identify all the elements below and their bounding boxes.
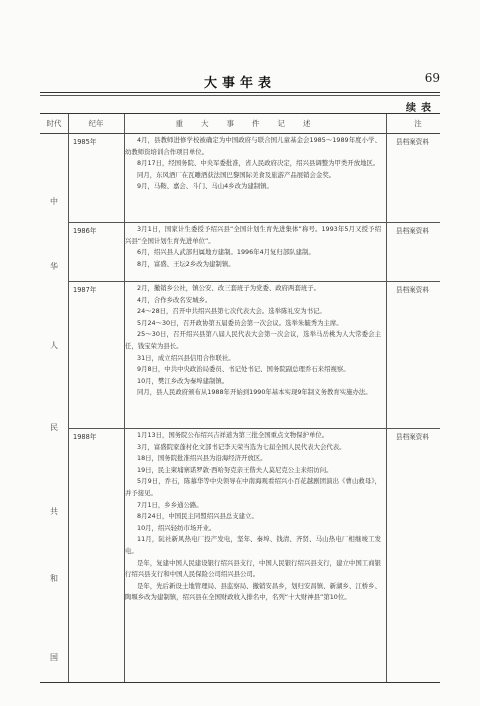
event-entry: 8月，富盛、王坛2乡改为建制镇。 xyxy=(137,259,235,268)
event-entry: 8月24日，中国民主同盟绍兴县总支建立。 xyxy=(137,512,258,521)
event-entry: 同月，东风酒厂在瓦雕酒获法国巴黎国际美食及旅游产品展销会金奖。 xyxy=(137,170,336,179)
note-cell: 县档案资料 xyxy=(396,433,429,441)
page-header xyxy=(40,70,440,92)
event-entry: 19日，民主柬埔寨诺罗敦·西哈努克亲王偕夫人莫尼克公主来绍访问。 xyxy=(137,465,333,474)
event-entry: 4月，县教师进修学校被确定为中国政府与联合国儿童基金会1985～1989年度小学、幼教师资培训合作项目单位。 xyxy=(125,136,381,156)
note-cell: 县档案资料 xyxy=(396,227,429,235)
event-entry: 10月，樊江乡改为秦埠建制镇。 xyxy=(137,376,229,385)
era-char: 华 xyxy=(50,262,58,271)
table-header-row xyxy=(40,114,440,134)
events-cell xyxy=(125,135,381,193)
table-row xyxy=(69,134,440,222)
column-header-notes: 注 xyxy=(414,119,422,128)
column-header-events: 重大事件记述 xyxy=(175,119,329,128)
era-char: 中 xyxy=(50,197,58,206)
event-entry: 4月，合作乡改名安城乡。 xyxy=(137,295,212,304)
table-row xyxy=(69,222,440,281)
event-entry: 是年，复建中国人民建设银行绍兴县支行，中国人民银行绍兴县支行，建立中国工商银行绍兴县支行和中国人民保险公司绍兴县公司。 xyxy=(125,558,381,579)
year-cell: 1985年 xyxy=(73,138,97,146)
continued-label: 续表 xyxy=(406,103,436,114)
events-cell xyxy=(125,430,381,604)
header-rule xyxy=(40,92,440,93)
era-char: 和 xyxy=(50,574,58,583)
era-char: 国 xyxy=(50,653,58,662)
event-entry: 同月，县人民政府颁布从1988年开始到1990年基本实现9年制义务教育实施办法。 xyxy=(137,388,372,397)
event-entry: 6月，绍兴县人武部归属地方建制。1996年4月复归部队建制。 xyxy=(137,248,315,257)
header-rule-thin xyxy=(40,95,440,96)
note-cell: 县档案资料 xyxy=(396,138,429,146)
event-entry: 5月9日，乔石，陈慕华等中央领导在中南海观看绍兴小百花越剧团演出《曹山救母》，并予接见。 xyxy=(125,477,381,497)
event-entry: 9月8日，中共中央政治局委员、书记处书记、国务院副总理乔石来绍视察。 xyxy=(137,365,350,374)
event-entry: 9月，马鞍、嘉会、斗门、马山4乡改为建制镇。 xyxy=(137,182,273,191)
table-row xyxy=(69,428,440,684)
event-entry: 31日，成立绍兴县信用合作联社。 xyxy=(137,353,235,362)
era-char: 民 xyxy=(50,423,58,432)
event-entry: 2月，撤销乡公社，镇公安、改三套班子为党委、政府两套班子。 xyxy=(137,284,321,292)
column-header-era: 时代 xyxy=(46,119,62,128)
event-entry: 11月，阮社新风热电厂投产发电，坚年、秦埠、钱清、齐贤、马山热电厂相继竣工发电。 xyxy=(125,535,381,555)
event-entry: 3月，富盛院家蓬村化文部书记李天荣当选为七届全国人民代表大会代表。 xyxy=(137,442,346,451)
column-header-year: 纪年 xyxy=(88,119,104,128)
event-entry: 24～28日，召开中共绍兴县第七次代表大会。选举陈礼安为书记。 xyxy=(137,307,326,316)
event-entry: 18日，国务院批准绍兴县为沿海经济开放区。 xyxy=(137,454,267,463)
page-number: 69 xyxy=(424,71,440,85)
events-cell xyxy=(125,283,381,399)
note-cell: 县档案资料 xyxy=(396,286,429,294)
event-entry: 10月，绍兴轻纺市场开业。 xyxy=(137,523,216,532)
year-cell: 1987年 xyxy=(73,286,97,294)
table-row xyxy=(69,281,440,428)
year-cell: 1986年 xyxy=(73,227,97,235)
era-char: 人 xyxy=(50,341,58,350)
running-header-title: 大事年表 xyxy=(203,76,276,91)
event-entry: 8月17日，经国务院、中央军委批准，省人民政府决定，绍兴县调整为甲类开放地区。 xyxy=(137,159,380,168)
event-entry: 5月24～30日，召开政协第五届委员会第一次会议。选举朱毓秀为主席。 xyxy=(137,318,343,327)
era-char: 共 xyxy=(50,507,58,516)
event-entry: 1月13日，国务院公布绍兴吉祥道为第三批全国重点文物保护单位。 xyxy=(137,431,329,439)
event-entry: 是年，先后新设土地管理局、县监察局、撤销安昌乡，划归安昌镇、新湖乡、江桥乡、陶堰乡改为建制镇，绍兴县在全国财政收入排名中，名列“十大财神县”第10位。 xyxy=(125,581,381,602)
event-entry: 25～30日，召开绍兴县第八届人民代表大会第一次会议，选举马岳桃为人大常委会主任，钱宝荣为县长。 xyxy=(125,330,381,350)
chronology-table xyxy=(40,113,440,683)
event-entry: 7月1日，乡乡通公路。 xyxy=(137,500,203,509)
year-cell: 1988年 xyxy=(73,433,97,441)
event-entry: 3月1日，国家计生委授予绍兴县“全国计划生育先进集体”称号。1993年5月又授予绍兴县“全国计划生育先进单位”。 xyxy=(125,225,381,245)
events-cell xyxy=(125,224,381,270)
